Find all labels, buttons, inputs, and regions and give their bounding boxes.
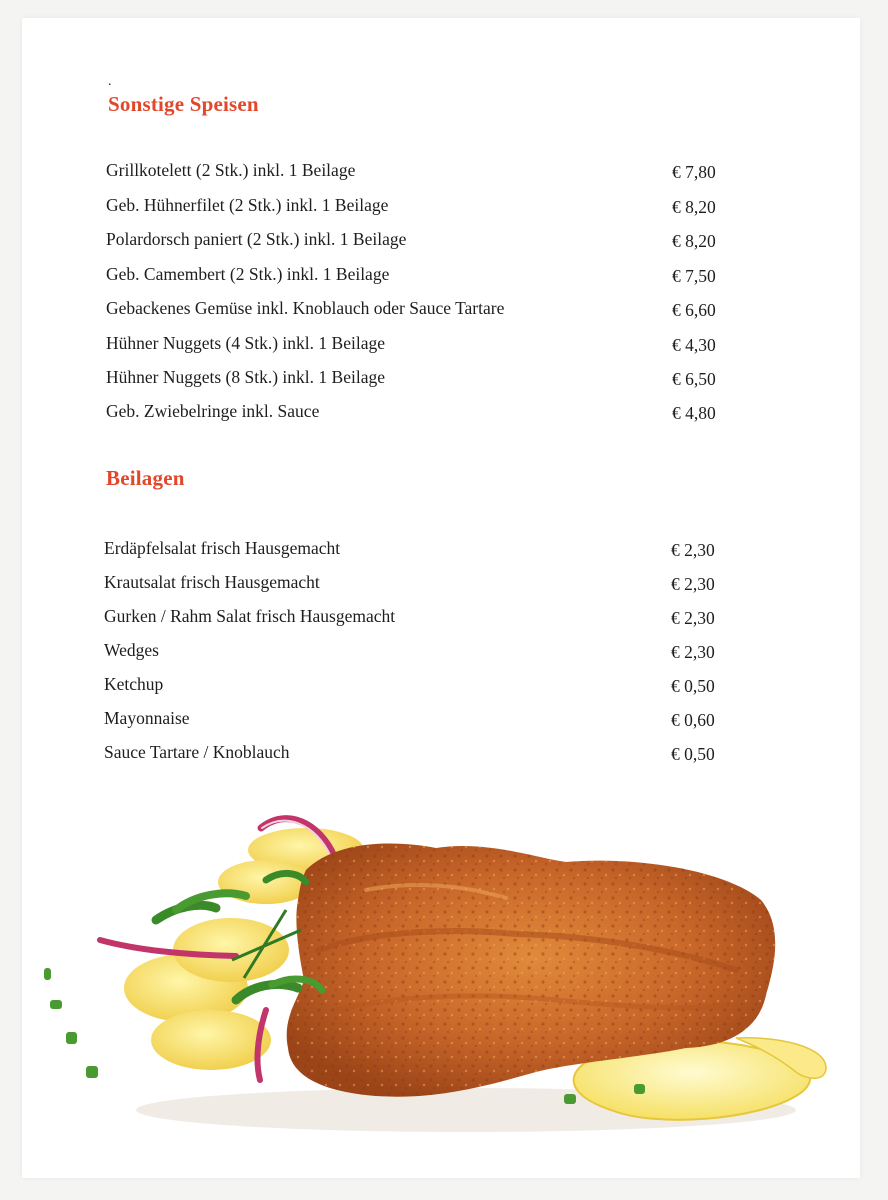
menu-item-name: Erdäpfelsalat frisch Hausgemacht: [104, 538, 341, 558]
section-title-sonstige-speisen: Sonstige Speisen: [108, 92, 259, 116]
menu-item-price: € 4,80: [672, 403, 716, 423]
menu-item-price: € 7,80: [672, 162, 716, 182]
menu-item-name: Gebackenes Gemüse inkl. Knoblauch oder Sauce Tartare: [106, 298, 505, 318]
menu-item-price: € 2,30: [671, 540, 715, 560]
menu-item-name: Ketchup: [104, 674, 164, 694]
menu-item-price: € 2,30: [671, 574, 715, 594]
menu-item-price: € 6,60: [672, 300, 716, 320]
menu-item-price: € 8,20: [672, 231, 716, 251]
menu-item-price: € 0,60: [671, 710, 715, 730]
menu-item-name: Grillkotelett (2 Stk.) inkl. 1 Beilage: [106, 160, 356, 180]
menu-item-price: € 8,20: [672, 197, 716, 217]
menu-item: [0, 606, 888, 636]
section-title-beilagen: Beilagen: [106, 466, 185, 490]
menu-item-name: Mayonnaise: [104, 708, 190, 728]
menu-item: [0, 401, 888, 431]
menu-item-price: € 7,50: [672, 266, 716, 286]
menu-item: [0, 298, 888, 328]
menu-item: [0, 229, 888, 259]
menu-item: [0, 538, 888, 568]
menu-item-name: Geb. Camembert (2 Stk.) inkl. 1 Beilage: [106, 264, 390, 284]
menu-item: [0, 195, 888, 225]
menu-item-name: Wedges: [104, 640, 159, 660]
menu-item-name: Geb. Zwiebelringe inkl. Sauce: [106, 401, 320, 421]
stray-dot: .: [108, 74, 112, 89]
menu-item-price: € 4,30: [672, 335, 716, 355]
schnitzel-food-image: [36, 810, 836, 1140]
menu-item: [0, 640, 888, 670]
menu-item-price: € 0,50: [671, 744, 715, 764]
menu-item: [0, 160, 888, 190]
menu-item: [0, 264, 888, 294]
menu-item-name: Geb. Hühnerfilet (2 Stk.) inkl. 1 Beilage: [106, 195, 389, 215]
menu-item: [0, 333, 888, 363]
menu-item: [0, 742, 888, 772]
menu-item: [0, 367, 888, 397]
menu-item-name: Sauce Tartare / Knoblauch: [104, 742, 290, 762]
menu-item-name: Hühner Nuggets (8 Stk.) inkl. 1 Beilage: [106, 367, 385, 387]
menu-item-name: Hühner Nuggets (4 Stk.) inkl. 1 Beilage: [106, 333, 385, 353]
menu-item: [0, 572, 888, 602]
menu-item-name: Polardorsch paniert (2 Stk.) inkl. 1 Beilage: [106, 229, 407, 249]
menu-item-price: € 6,50: [672, 369, 716, 389]
menu-item-price: € 0,50: [671, 676, 715, 696]
menu-item-name: Krautsalat frisch Hausgemacht: [104, 572, 320, 592]
menu-item-price: € 2,30: [671, 608, 715, 628]
menu-item-price: € 2,30: [671, 642, 715, 662]
menu-item: [0, 674, 888, 704]
menu-item-name: Gurken / Rahm Salat frisch Hausgemacht: [104, 606, 396, 626]
menu-item: [0, 708, 888, 738]
